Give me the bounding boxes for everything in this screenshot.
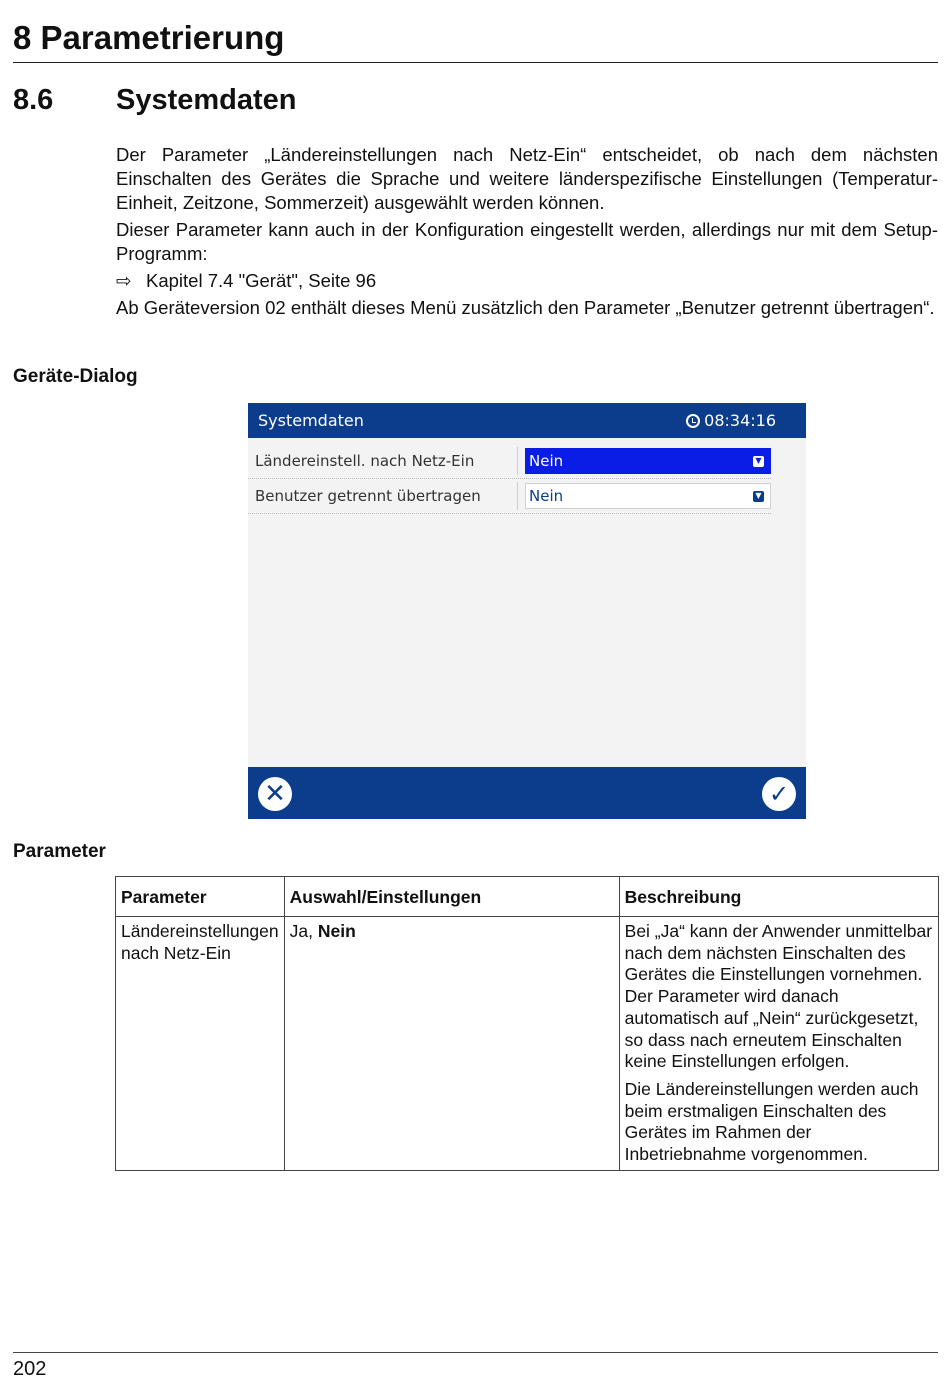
column-header-auswahl: Auswahl/Einstellungen <box>284 877 619 917</box>
parameter-label: Benutzer getrennt übertragen <box>255 487 481 505</box>
cancel-button[interactable] <box>258 777 292 811</box>
check-icon: ✓ <box>768 780 790 808</box>
row-divider <box>517 482 518 510</box>
option-nein-default: Nein <box>317 921 356 941</box>
section-heading <box>13 82 297 118</box>
select-value: Nein <box>529 487 564 505</box>
section-title: Systemdaten <box>116 84 297 116</box>
device-clock <box>686 411 776 430</box>
dropdown-arrow-icon[interactable]: ▼ <box>753 491 764 502</box>
column-header-beschreibung: Beschreibung <box>619 877 938 917</box>
device-dialog-label: Geräte-Dialog <box>13 366 138 387</box>
intro-paragraph-1: Der Parameter „Ländereinstellungen nach Netz-Ein“ entscheidet, ob nach dem nächsten Einschalten des Gerätes die Sprache und weitere länderspezifische Einstellungen (Temperatur-Einheit, Zeitzone, Sommerzeit) ausgewählt werden können. <box>116 144 938 213</box>
device-dialog <box>248 403 806 819</box>
device-title: Systemdaten <box>258 411 364 430</box>
cell-description <box>619 917 938 1171</box>
device-title-bar <box>248 403 806 438</box>
laendereinstellungen-select[interactable] <box>525 448 771 474</box>
cross-reference <box>116 269 938 293</box>
parameter-row-benutzer[interactable] <box>248 479 771 514</box>
cell-options <box>284 917 619 1171</box>
dropdown-arrow-icon[interactable]: ▼ <box>753 456 764 467</box>
select-value: Nein <box>529 452 564 470</box>
cross-reference-text: Kapitel 7.4 "Gerät", Seite 96 <box>146 270 377 291</box>
column-header-parameter: Parameter <box>116 877 285 917</box>
option-ja: Ja, <box>289 921 318 941</box>
parameter-row-laendereinstellungen[interactable] <box>248 444 771 479</box>
parameter-table <box>115 876 939 1171</box>
clock-icon <box>686 414 700 428</box>
row-divider <box>517 447 518 475</box>
benutzer-uebertragen-select[interactable] <box>525 483 771 509</box>
parameter-section-label: Parameter <box>13 841 106 862</box>
arrow-right-icon: ⇨ <box>116 270 132 291</box>
intro-paragraph-2: Dieser Parameter kann auch in der Konfiguration eingestellt werden, allerdings nur mit dem Setup-Programm: <box>116 219 938 264</box>
chapter-heading: 8 Parametrierung <box>13 18 938 63</box>
description-paragraph-1: Bei „Ja“ kann der Anwender unmittelbar nach dem nächsten Einschalten des Gerätes die Einstellungen vornehmen. Der Parameter wird danach automatisch auf „Nein“ zurückgesetzt, so dass nach erneutem Einschalten keine Einstellungen erfolgen. <box>624 921 933 1072</box>
section-number: 8.6 <box>13 84 54 116</box>
cancel-icon: ✕ <box>264 779 286 809</box>
device-button-bar <box>248 767 806 819</box>
page-number: 202 <box>13 1358 47 1380</box>
table-row <box>116 917 939 1171</box>
footer-divider <box>13 1352 938 1353</box>
table-header-row <box>116 877 939 917</box>
parameter-label: Ländereinstell. nach Netz-Ein <box>255 452 475 470</box>
cell-parameter: Ländereinstellungen nach Netz-Ein <box>116 917 285 1171</box>
description-paragraph-2: Die Ländereinstellungen werden auch beim erstmaligen Einschalten des Gerätes im Rahmen der Inbetriebnahme vorgenommen. <box>624 1078 919 1165</box>
intro-paragraph-3: Ab Geräteversion 02 enthält dieses Menü zusätzlich den Parameter „Benutzer getrennt übertragen“. <box>116 297 935 318</box>
device-time: 08:34:16 <box>704 411 776 430</box>
confirm-button[interactable] <box>762 777 796 811</box>
